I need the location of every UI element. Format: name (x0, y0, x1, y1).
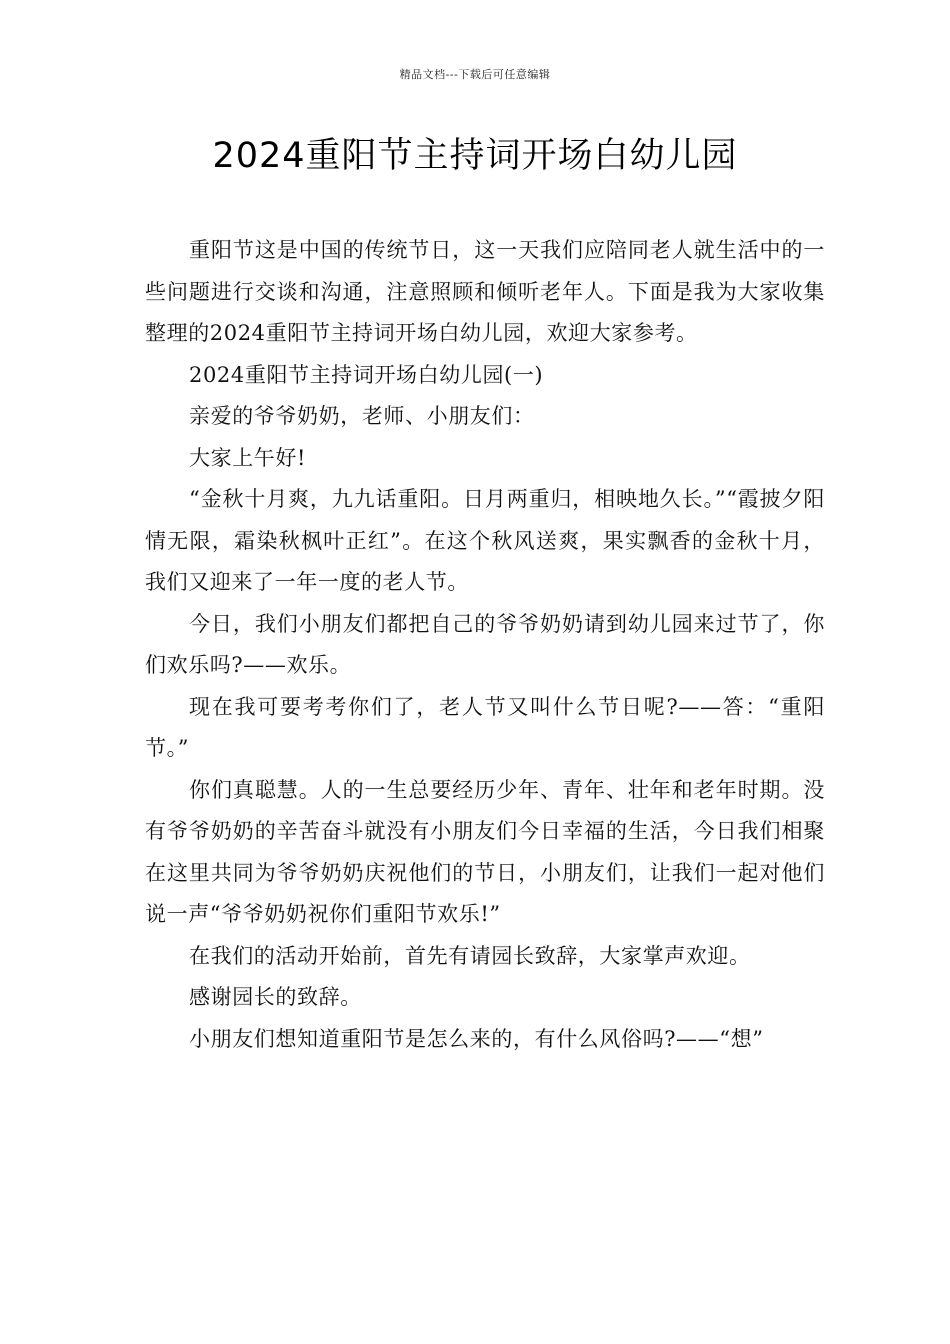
paragraph-poem: “金秋十月爽，九九话重阳。日月两重归，相映地久长。”“霞披夕阳情无限，霜染秋枫叶正红”。在这个秋风送爽，果实飘香的金秋十月，我们又迎来了一年一度的老人节。 (145, 487, 825, 594)
paragraph-origin-question: 小朋友们想知道重阳节是怎么来的，有什么风俗吗?——“想” (189, 1026, 764, 1051)
paragraph-principal-speech: 在我们的活动开始前，首先有请园长致辞，大家掌声欢迎。 (189, 943, 751, 968)
paragraph-section-heading: 2024重阳节主持词开场白幼儿园(一) (189, 362, 544, 387)
header-note: 精品文档---下载后可任意编辑 (399, 68, 551, 81)
paragraph-smart: 你们真聪慧。人的一生总要经历少年、青年、壮年和老年时期。没有爷爷奶奶的辛苦奋斗就没有小朋友们今日幸福的生活，今日我们相聚在这里共同为爷爷奶奶庆祝他们的节日，小朋友们，让我们一起对他们说一声“爷爷奶奶祝你们重阳节欢乐!” (145, 777, 825, 926)
paragraph-greeting: 亲爱的爷爷奶奶，老师、小朋友们： (189, 404, 535, 428)
document-title: 2024重阳节主持词开场白幼儿园 (212, 136, 738, 176)
paragraph-good-morning: 大家上午好! (189, 445, 307, 470)
paragraph-intro: 重阳节这是中国的传统节日，这一天我们应陪同老人就生活中的一些问题进行交谈和沟通，注意照顾和倾听老年人。下面是我为大家收集整理的2024重阳节主持词开场白幼儿园，欢迎大家参考。 (145, 238, 825, 345)
paragraph-thanks: 感谢园长的致辞。 (189, 985, 362, 1009)
paragraph-today: 今日，我们小朋友们都把自己的爷爷奶奶请到幼儿园来过节了，你们欢乐吗?——欢乐。 (145, 611, 825, 677)
document-body (145, 230, 825, 1060)
paragraph-quiz: 现在我可要考考你们了，老人节又叫什么节日呢?——答：“重阳节。” (145, 694, 825, 760)
